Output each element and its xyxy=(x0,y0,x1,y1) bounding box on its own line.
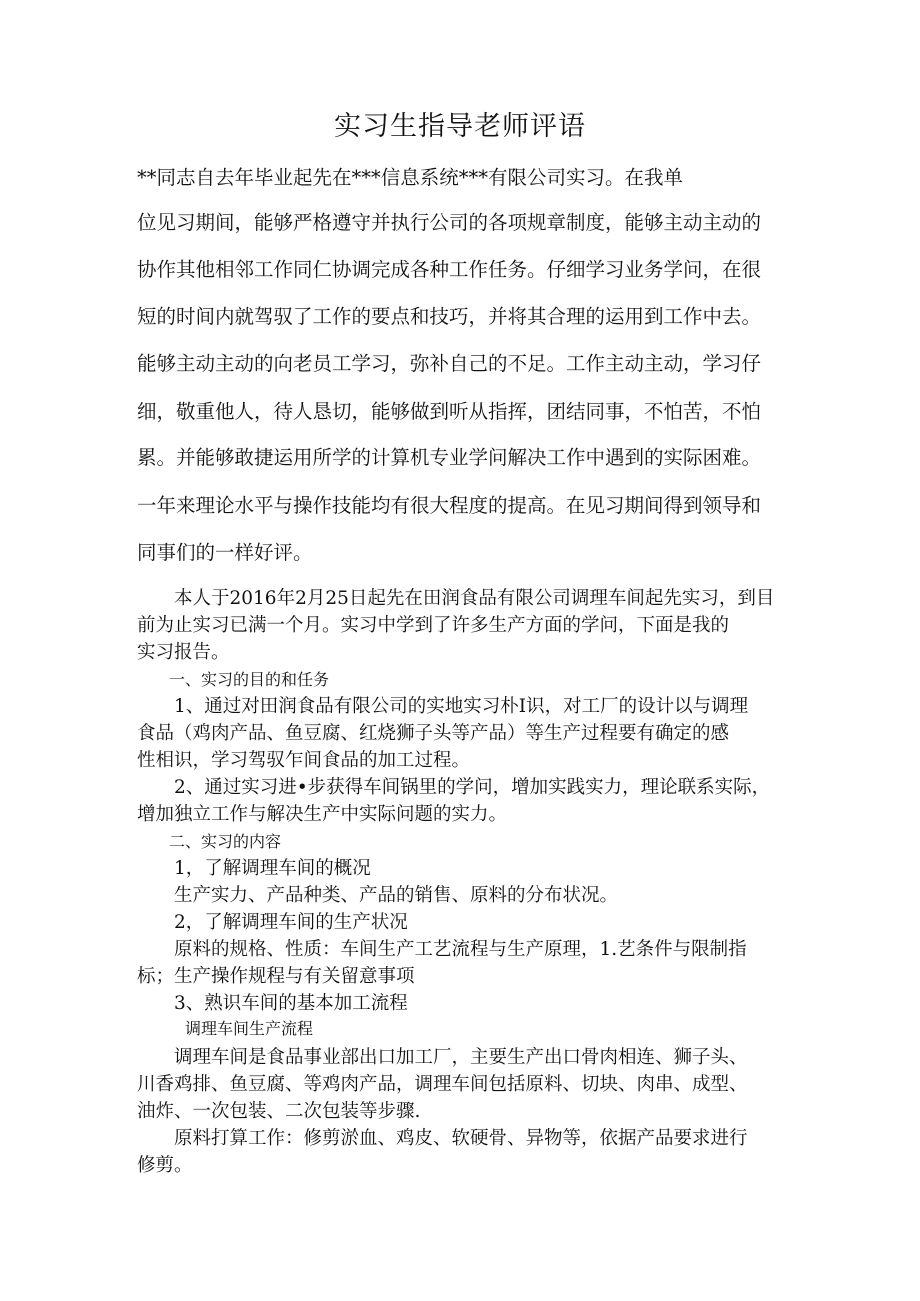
report-line: 性相识，学习驾驭乍间食品的加工过程。 xyxy=(137,750,471,771)
evaluation-line: 协作其他相邻工作同仁协调完成各种工作任务。仔细学习业务学问，在很 xyxy=(137,258,762,281)
page-title: 实习生指导老师评语 xyxy=(334,111,586,142)
evaluation-line: 累。并能够敢捷运用所学的计算机专业学问解决工作中遇到的实际困难。 xyxy=(137,446,762,469)
evaluation-line: **同志自去年毕业起先在***信息系统***有限公司实习。在我单 xyxy=(137,166,684,189)
report-line: 修剪。 xyxy=(137,1155,193,1176)
evaluation-line: 短的时间内就驾驭了工作的要点和技巧，并将其合理的运用到工作中去。 xyxy=(137,305,762,328)
evaluation-line: 一年来理论水平与操作技能均有很大程度的提高。在见习期间得到领导和 xyxy=(137,494,762,517)
report-line: 前为止实习已满一个月。实习中学到了许多生产方面的学问，下面是我的 xyxy=(137,615,730,636)
evaluation-line: 细，敬重他人，待人恳切，能够做到听从指挥，团结同事，不怕苦，不怕 xyxy=(137,400,762,423)
section-heading: 一、实习的目的和任务 xyxy=(137,670,330,689)
report-line: 油炸、一次包装、二次包装等步骤. xyxy=(137,1101,421,1122)
report-line: 生产实力、产品种类、产品的销售、原料的分布状况。 xyxy=(137,885,619,906)
report-line: 2，了解调理车间的生产状况 xyxy=(137,912,408,933)
sub-heading: 调理车间生产流程 xyxy=(137,1019,314,1038)
report-line: 增加独立工作与解决生产中实际问题的实力。 xyxy=(137,804,508,825)
report-line: 调理车间是食品事业部出口加工厂，主要生产出口骨肉相连、狮子头、 xyxy=(137,1047,748,1068)
report-line: 2、通过实习进•步获得车间锅里的学问，增加实践实力，理论联系实际， xyxy=(137,777,771,798)
evaluation-line: 能够主动主动的向老员工学习，弥补自己的不足。工作主动主动，学习仔 xyxy=(137,352,762,375)
report-line: 实习报告。 xyxy=(137,642,230,663)
report-line: 川香鸡排、鱼豆腐、等鸡肉产品，调理车间包括原料、切块、肉串、成型、 xyxy=(137,1074,748,1095)
report-line: 3、熟识车间的基本加工流程 xyxy=(137,993,408,1014)
section-heading: 二、实习的内容 xyxy=(137,832,282,851)
report-line: 标；生产操作规程与有关留意事项 xyxy=(137,966,415,987)
evaluation-line: 同事们的一样好评。 xyxy=(137,541,313,564)
report-line: 本人于2016年2月25日起先在田润食品有限公司调理车间起先实习，到目 xyxy=(137,588,775,609)
report-line: 1，了解调理车间的概况 xyxy=(137,858,371,879)
report-line: 原料的规格、性质：车间生产工艺流程与生产原理，1.艺条件与限制指 xyxy=(137,939,747,960)
report-line: 原料打算工作：修剪淤血、鸡皮、软硬骨、异物等，依据产品要求进行 xyxy=(137,1128,748,1149)
evaluation-line: 位见习期间，能够严格遵守并执行公司的各项规章制度，能够主动主动的 xyxy=(137,211,762,234)
report-line: 1、通过对田润食品有限公司的实地实习朴I识，对工厂的设计以与调理 xyxy=(137,696,749,717)
report-line: 食品（鸡肉产品、鱼豆腐、红烧狮子头等产品）等生产过程要有确定的感 xyxy=(137,723,730,744)
